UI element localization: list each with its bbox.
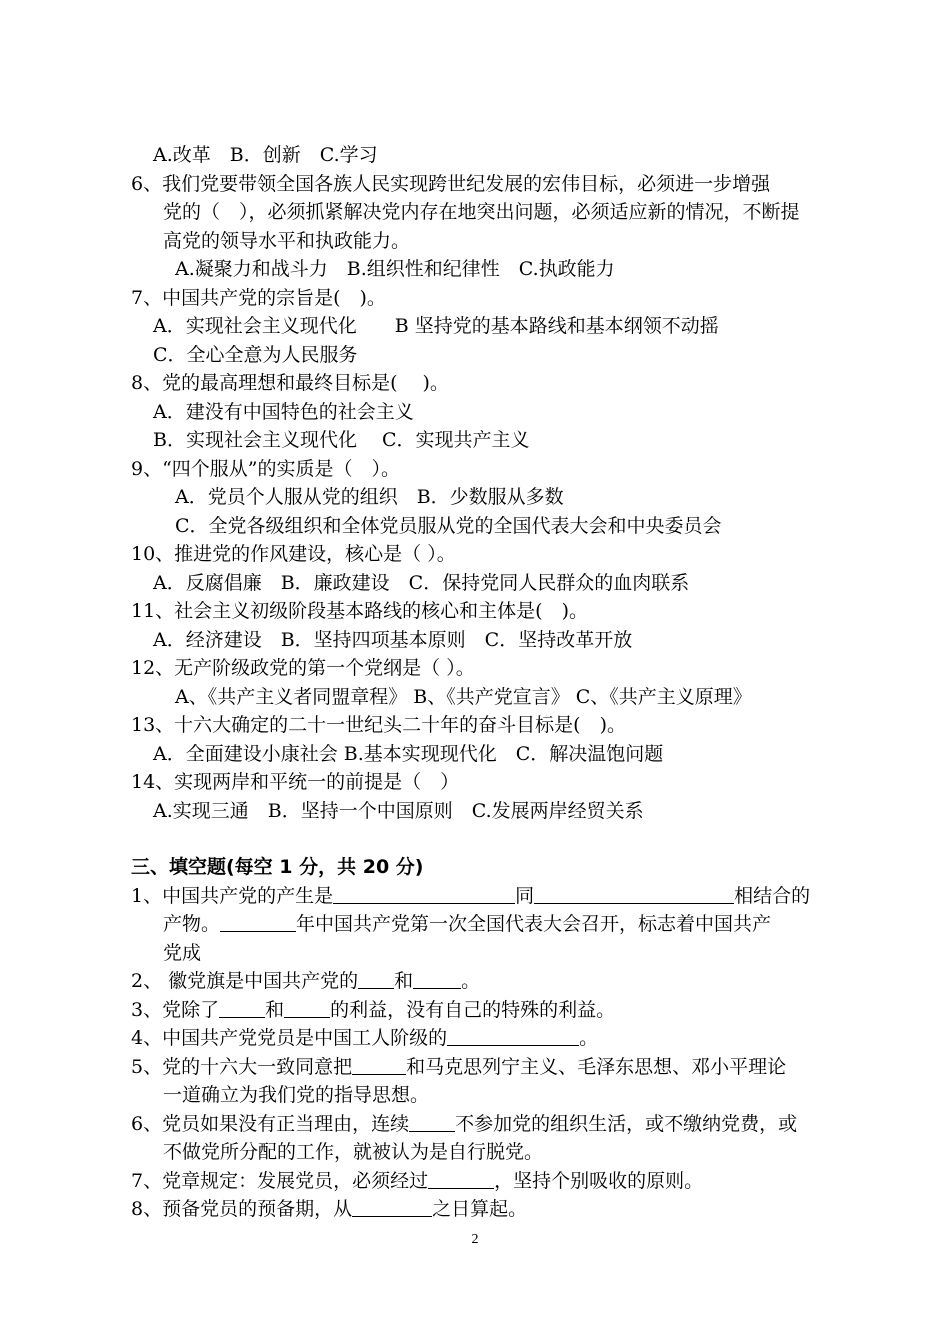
- fill-1-line-2: 产物。 年中国共产党第一次全国代表大会召开，标志着中国共产: [163, 913, 772, 935]
- fill-blank[interactable]: [428, 1168, 494, 1189]
- q6-options: A.凝聚力和战斗力 B.组织性和纪律性 C.执政能力: [175, 258, 615, 280]
- q6-line-2: 党的（ ），必须抓紧解决党内存在地突出问题，必须适应新的情况，不断提: [163, 201, 800, 223]
- q13-stem: 13、十六大确定的二十一世纪头二十年的奋斗目标是( )。: [131, 714, 627, 736]
- fill-blank[interactable]: [358, 968, 394, 989]
- fill-blank[interactable]: [447, 1025, 579, 1046]
- fill-6-line-2: 不做党所分配的工作，就被认为是自行脱党。: [163, 1141, 544, 1163]
- fill-blank[interactable]: [219, 997, 265, 1018]
- fill-blank[interactable]: [220, 911, 296, 932]
- q12-stem: 12、无产阶级政党的第一个党纲是（ ）。: [131, 657, 475, 679]
- fill-7: 7、党章规定：发展党员，必须经过 ，坚持个别吸收的原则。: [131, 1169, 704, 1192]
- fill-3: 3、党除了 和 的利益，没有自己的特殊的利益。: [131, 998, 616, 1021]
- fill-blank[interactable]: [284, 997, 330, 1018]
- q7-options-2: C．全心全意为人民服务: [153, 343, 358, 366]
- q11-options: A．经济建设 B．坚持四项基本原则 C．坚持改革开放: [153, 628, 633, 651]
- q9-options-2: C．全党各级组织和全体党员服从党的全国代表大会和中央委员会: [175, 514, 722, 537]
- q8-options-1: A．建没有中国特色的社会主义: [153, 400, 414, 423]
- q7-options-1: A．实现社会主义现代化 B 坚持党的基本路线和基本纲领不动摇: [153, 315, 719, 337]
- fill-blank[interactable]: [409, 1111, 455, 1132]
- fill-blank[interactable]: [333, 883, 515, 904]
- q9-options-1: A．党员个人服从党的组织 B．少数服从多数: [175, 486, 564, 508]
- section-3-title: 三、填空题(每空 1 分，共 20 分): [131, 856, 424, 878]
- q8-stem: 8、党的最高理想和最终目标是( )。: [131, 372, 449, 394]
- q8-options-2: B．实现社会主义现代化 C．实现共产主义: [153, 429, 530, 451]
- q6-line-3: 高党的领导水平和执政能力。: [163, 229, 411, 252]
- fill-blank[interactable]: [413, 968, 461, 989]
- fill-6-line-1: 6、党员如果没有正当理由，连续 不参加党的组织生活，或不缴纳党费，或: [131, 1112, 798, 1135]
- fill-blank[interactable]: [352, 1054, 406, 1075]
- document-body: [131, 141, 871, 1224]
- fill-blank[interactable]: [534, 883, 734, 904]
- page-number: 2: [471, 1232, 479, 1247]
- fill-5-line-2: 一道确立为我们党的指导思想。: [163, 1084, 430, 1106]
- q9-stem: 9、“四个服从”的实质是（ ）。: [131, 457, 401, 480]
- fill-1-line-1: 1、中国共产党的产生是 同 相结合的: [131, 884, 811, 907]
- q11-stem: 11、社会主义初级阶段基本路线的核心和主体是( )。: [131, 600, 589, 622]
- q6-line-1: 6、我们党要带领全国各族人民实现跨世纪发展的宏伟目标，必须进一步增强: [131, 172, 771, 195]
- q13-options: A．全面建设小康社会 B.基本实现现代化 C．解决温饱问题: [153, 742, 664, 765]
- q7-stem: 7、中国共产党的宗旨是( )。: [131, 286, 386, 309]
- fill-5-line-1: 5、党的十六大一致同意把 和马克思列宁主义、毛泽东思想、邓小平理论: [131, 1055, 787, 1078]
- fill-4: 4、中国共产党党员是中国工人阶级的 。: [131, 1027, 599, 1049]
- q10-options: A．反腐倡廉 B．廉政建设 C．保持党同人民群众的血肉联系: [153, 571, 690, 594]
- q10-stem: 10、推进党的作风建设，核心是（ ）。: [131, 543, 456, 565]
- fill-blank[interactable]: [352, 1196, 432, 1217]
- fill-2: 2、 徽党旗是中国共产党的 和 。: [131, 970, 481, 992]
- q14-stem: 14、实现两岸和平统一的前提是（ ）: [131, 771, 460, 793]
- q12-options: A、《共产主义者同盟章程》 B、《共产党宣言》 C、《共产主义原理》: [175, 685, 752, 708]
- fill-1-line-3: 党成: [163, 941, 202, 964]
- q14-options: A.实现三通 B．坚持一个中国原则 C.发展两岸经贸关系: [153, 799, 644, 822]
- q5-options: A.改革 B．创新 C.学习: [153, 144, 378, 166]
- fill-8: 8、预备党员的预备期，从 之日算起。: [131, 1198, 528, 1220]
